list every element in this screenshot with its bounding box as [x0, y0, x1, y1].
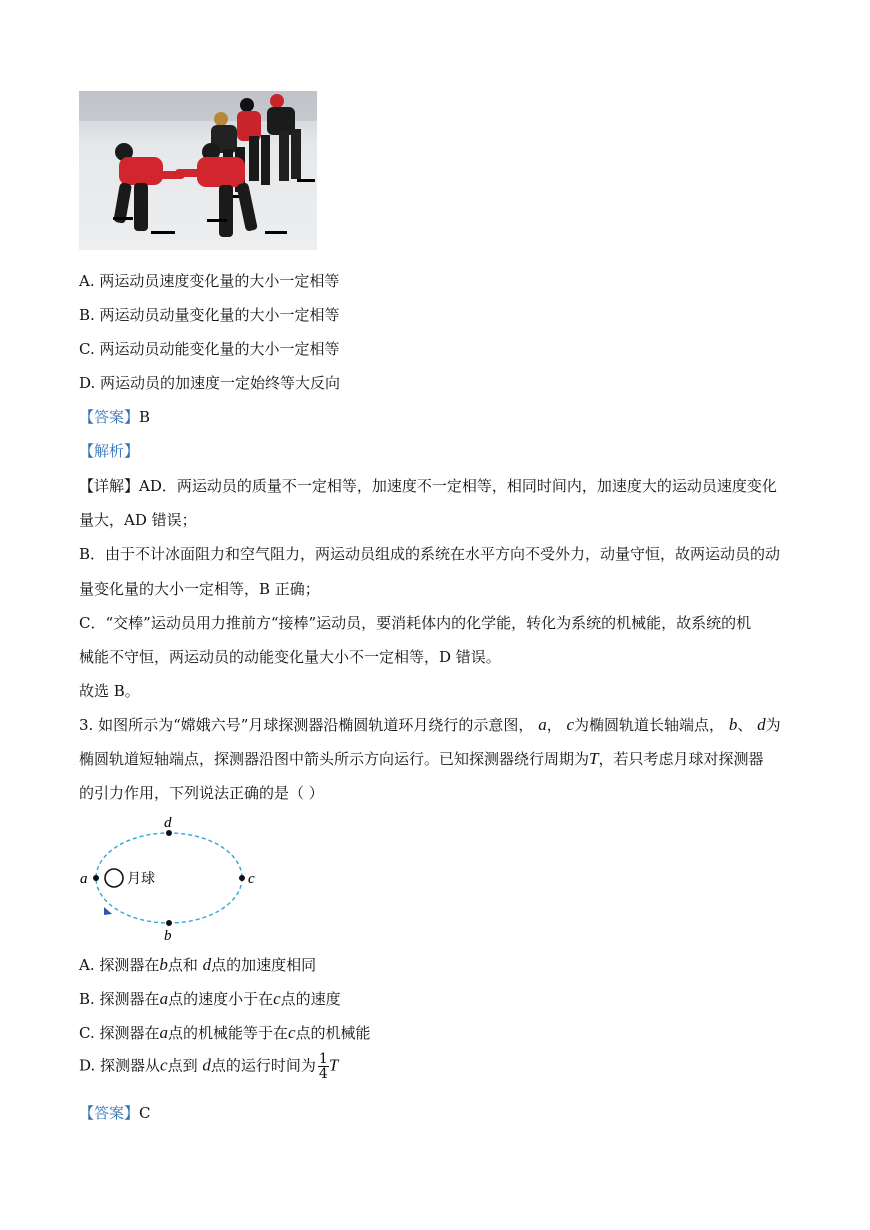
- q3-option-c: [79, 1022, 371, 1043]
- answer-tag: 【答案】: [79, 1104, 140, 1122]
- q2-option-d: D. 两运动员的加速度一定始终等大反向: [79, 374, 341, 392]
- var-a: a: [159, 1023, 168, 1042]
- option-text: B. 探测器在: [79, 990, 160, 1008]
- detail-line: C．“交棒”运动员用力推前方“接棒”运动员，要消耗体内的化学能，转化为系统的机械能，故系统的机: [79, 614, 752, 632]
- var-c: c: [160, 1055, 168, 1075]
- answer-value: B: [139, 408, 151, 426]
- q2-option-a: A. 两运动员速度变化量的大小一定相等: [79, 272, 340, 290]
- detail-line: 械能不守恒，两运动员的动能变化量大小不一定相等，D 错误。: [79, 648, 501, 666]
- option-text: 点的运行时间为: [210, 1056, 316, 1075]
- q3-answer: [79, 1102, 151, 1123]
- var-a: a: [159, 989, 169, 1008]
- stem-text: 为: [765, 716, 781, 734]
- option-text: 点的速度小于在: [168, 990, 274, 1008]
- var-c: c: [273, 989, 281, 1008]
- answer-value: C: [139, 1104, 151, 1122]
- var-b: b: [728, 715, 738, 734]
- stem-text: 椭圆轨道短轴端点，探测器沿图中箭头所示方向运行。已知探测器绕行周期为: [79, 750, 590, 768]
- q2-answer: [79, 406, 150, 427]
- detail-line: 量变化量的大小一定相等，B 正确；: [79, 580, 320, 598]
- q3-option-b: [79, 988, 341, 1009]
- var-T: T: [589, 749, 599, 768]
- elliptical-orbit: [96, 833, 242, 923]
- fraction-denominator: 4: [318, 1066, 328, 1082]
- q2-option-c: C. 两运动员动能变化量的大小一定相等: [79, 340, 340, 358]
- orbit-diagram: [76, 812, 266, 944]
- stem-text: ，: [546, 716, 562, 734]
- var-c: c: [566, 715, 575, 734]
- moon-label: 月球: [127, 871, 155, 887]
- option-text: 点到: [167, 1056, 198, 1075]
- fraction-numerator: 1: [318, 1051, 328, 1067]
- point-a-dot: [93, 875, 99, 881]
- stem-text: ，若只考虑月球对探测器: [598, 750, 764, 768]
- option-text: 点的机械能等于在: [167, 1024, 288, 1042]
- label-b: b: [164, 928, 172, 944]
- direction-arrow: [104, 907, 112, 915]
- analysis-tag: 【解析】: [79, 442, 140, 460]
- answer-tag: 【答案】: [79, 408, 140, 426]
- option-text: D. 探测器从: [79, 1056, 161, 1075]
- option-text: C. 探测器在: [79, 1024, 160, 1042]
- detail-line: [79, 475, 777, 496]
- var-d: d: [757, 715, 766, 734]
- label-d: d: [164, 815, 172, 831]
- point-b-dot: [166, 920, 172, 926]
- detail-line: 故选 B。: [79, 682, 140, 700]
- speed-skating-photo: [79, 91, 317, 250]
- q3-stem-line2: [79, 748, 764, 769]
- var-d: d: [202, 955, 212, 974]
- stem-text: 、: [737, 716, 753, 734]
- var-a: a: [538, 715, 547, 734]
- option-text: 点的速度: [280, 990, 341, 1008]
- detail-text: AD．两运动员的质量不一定相等，加速度不一定相等，相同时间内，加速度大的运动员速度变化: [139, 477, 777, 495]
- point-c-dot: [239, 875, 245, 881]
- option-text: 点和: [167, 956, 198, 974]
- fraction-one-quarter: [318, 1052, 329, 1081]
- stem-text: 3. 如图所示为“嫦娥六号”月球探测器沿椭圆轨道环月绕行的示意图，: [79, 716, 534, 734]
- q3-stem-line3: 的引力作用，下列说法正确的是（ ）: [79, 784, 324, 802]
- option-text: 点的加速度相同: [211, 956, 317, 974]
- var-d: d: [202, 1055, 211, 1075]
- q3-option-d: [79, 1052, 338, 1081]
- label-c: c: [248, 871, 255, 887]
- var-c: c: [288, 1023, 296, 1042]
- var-b: b: [159, 955, 168, 974]
- detail-line: B．由于不计冰面阻力和空气阻力，两运动员组成的系统在水平方向不受外力，动量守恒，故两运动员的动: [79, 545, 781, 563]
- detail-tag: 【详解】: [79, 477, 140, 495]
- stem-text: 为椭圆轨道长轴端点，: [574, 716, 725, 734]
- var-T: T: [328, 1055, 339, 1075]
- q3-stem-line1: [79, 714, 781, 735]
- detail-line: 量大，AD 错误；: [79, 511, 197, 529]
- q2-option-b: B. 两运动员动量变化量的大小一定相等: [79, 306, 340, 324]
- label-a: a: [80, 871, 88, 887]
- option-text: 点的机械能: [295, 1024, 371, 1042]
- q3-option-a: [79, 954, 316, 975]
- option-text: A. 探测器在: [79, 956, 160, 974]
- moon: [105, 869, 123, 887]
